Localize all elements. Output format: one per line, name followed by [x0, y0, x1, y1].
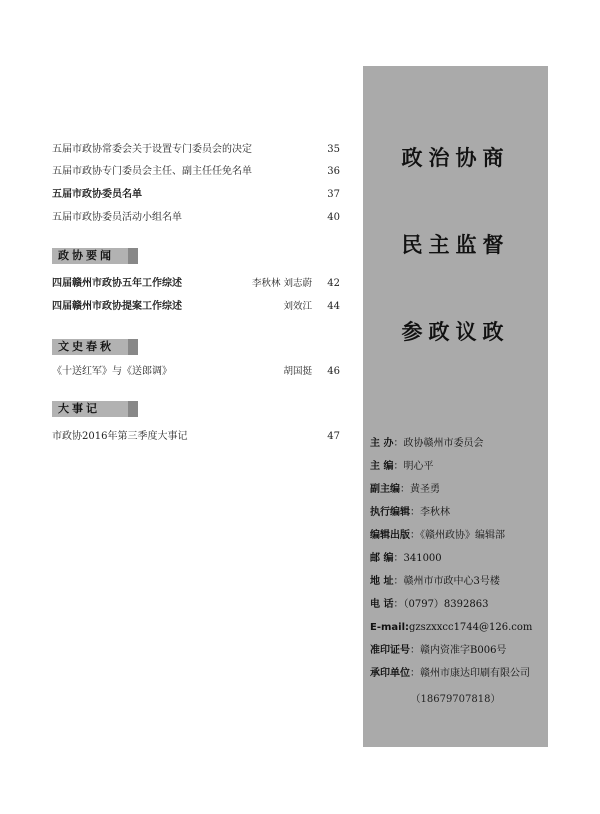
info-value: ：政协赣州市委员会 — [393, 438, 484, 449]
info-phone — [370, 598, 548, 612]
info-sponsor — [370, 437, 548, 451]
info-label: 地 址 — [370, 576, 394, 587]
toc-entry-title: 市政协2016年第三季度大事记 — [52, 431, 188, 442]
toc-entry-title: 四届赣州市政协五年工作综述 — [52, 278, 182, 289]
info-label: 执行编辑 — [370, 507, 410, 518]
toc-entry[interactable] — [52, 210, 340, 226]
info-value: ：赣州市市政中心3号楼 — [393, 576, 500, 587]
section-header-culture: 文史春秋 — [52, 339, 138, 355]
info-label: E-mail: — [370, 622, 410, 633]
info-printer — [370, 667, 548, 681]
toc-entry-page: 42 — [327, 278, 340, 289]
slogan-political-consultation: 政治协商 — [401, 145, 510, 170]
toc-entry-page: 46 — [327, 366, 340, 377]
info-postcode — [370, 552, 548, 566]
info-value: ：黄圣勇 — [400, 484, 440, 495]
info-executive-editor — [370, 506, 548, 520]
toc-entry-page: 40 — [327, 212, 340, 223]
toc-entry-title: 五届市政协专门委员会主任、副主任任免名单 — [52, 166, 252, 177]
toc-entry-title: 五届市政协常委会关于设置专门委员会的决定 — [52, 144, 252, 155]
info-value: ：（0797）8392863 — [393, 599, 489, 610]
slogan-democratic-supervision: 民主监督 — [401, 232, 510, 257]
info-value: gzszxxcc1744@126.com — [409, 622, 533, 633]
toc-entry[interactable] — [52, 164, 340, 180]
toc-entry-page: 47 — [327, 431, 340, 442]
info-label: 承印单位 — [370, 668, 410, 679]
info-label: 编辑出版 — [370, 530, 410, 541]
slogan-political-participation: 参政议政 — [401, 319, 510, 344]
info-email — [370, 621, 548, 635]
toc-entry[interactable] — [52, 299, 340, 315]
toc-entry-author: 刘效江 — [283, 301, 312, 312]
info-label: 邮 编 — [370, 553, 394, 564]
toc-entry-author: 李秋林 刘志蔚 — [251, 278, 312, 289]
info-print-permit — [370, 644, 548, 658]
toc-entry[interactable] — [52, 276, 340, 292]
info-value: ：赣内资准字B006号 — [410, 645, 507, 656]
toc-entry-page: 37 — [327, 189, 340, 200]
toc-entry[interactable] — [52, 142, 340, 158]
printer-phone: （18679707818） — [410, 694, 501, 705]
info-value: ：李秋林 — [410, 507, 450, 518]
toc-entry-author: 胡国挺 — [283, 366, 312, 377]
toc-entry-title: 五届市政协委员活动小组名单 — [52, 212, 182, 223]
toc-entry-title: 《十送红军》与《送郎调》 — [52, 366, 172, 377]
info-deputy-editor — [370, 483, 548, 497]
info-value: ：明心平 — [393, 461, 434, 472]
info-label: 电 话 — [370, 599, 394, 610]
info-publisher — [370, 529, 548, 543]
info-label: 主 编 — [370, 461, 394, 472]
toc-entry-title: 五届市政协委员名单 — [52, 189, 142, 200]
toc-entry-page: 36 — [327, 166, 340, 177]
toc-entry[interactable] — [52, 364, 340, 380]
info-address — [370, 575, 548, 589]
info-label: 副主编 — [370, 484, 400, 495]
toc-entry[interactable] — [52, 187, 340, 203]
info-label: 主 办 — [370, 438, 394, 449]
toc-entry[interactable] — [52, 429, 340, 445]
masthead-sidebar — [363, 66, 548, 747]
toc-entry-title: 四届赣州市政协提案工作综述 — [52, 301, 182, 312]
toc-entry-page: 35 — [327, 144, 340, 155]
info-label: 准印证号 — [370, 645, 410, 656]
info-editor-in-chief — [370, 460, 548, 474]
section-header-news: 政协要闻 — [52, 248, 138, 264]
info-value: ：《赣州政协》编辑部 — [410, 530, 505, 541]
info-value: ：341000 — [393, 553, 442, 564]
section-header-events: 大事记 — [52, 401, 138, 417]
toc-entry-page: 44 — [327, 301, 340, 312]
info-value: ：赣州市康达印刷有限公司 — [410, 668, 530, 679]
